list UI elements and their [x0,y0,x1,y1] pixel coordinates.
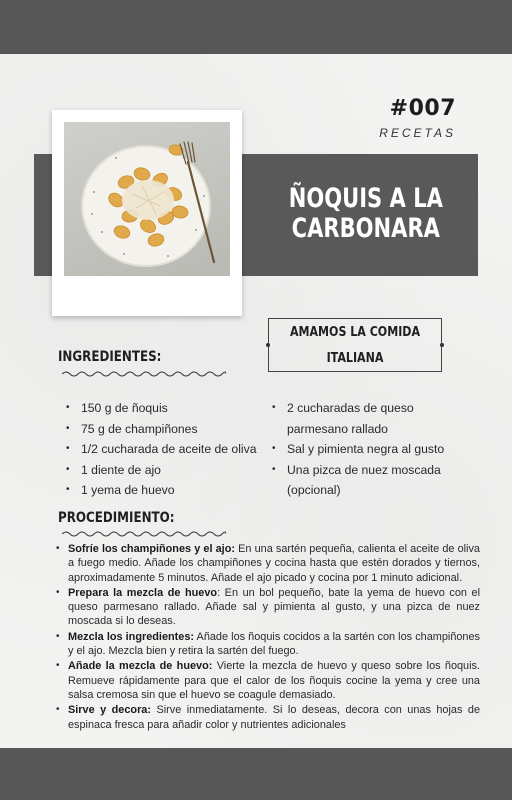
procedure-step [56,630,480,659]
dish-photo [64,122,230,276]
tagline-box [268,318,442,372]
step-text: : En un bol pequeño, bate la yema de huevo con el queso parmesano rallado. Añade sal y pimienta al gusto, y una pizca de nuez moscada si lo deseas. [68,586,481,628]
procedure-squiggle [62,530,226,538]
step-text: Vierte la mezcla de huevo y queso sobre los ñoquis. Remueve rápidamente para que el calor de los ñoquis cocine la yema y cree una salsa cremosa sin que el huevo se coagule demasiado. [68,660,481,701]
list-item: • 1/2 cucharada de aceite de oliva [66,439,266,460]
top-bar [0,0,512,54]
tagline-line-2: ITALIANA [326,351,384,366]
procedure-step [56,659,480,702]
procedure-step [56,542,480,585]
recipe-title-line-1: ÑOQUIS A LA [288,183,443,214]
recipe-title-line-2: CARBONARA [291,213,440,244]
list-item: • 1 diente de ajo [66,460,266,481]
list-item: • Una pizca de nuez moscada (opcional) [272,460,462,501]
gnocchi-plate-illustration [64,122,230,276]
step-text: Añade los ñoquis cocidos a la sartén con los champiñones y el ajo. Mezcla bien y retira la sartén del fuego. [68,630,480,658]
recipe-title [280,184,452,244]
photo-frame [52,110,242,316]
list-item: • 150 g de ñoquis [66,398,266,419]
step-title: Añade la mezcla de huevo: [68,660,213,673]
list-item: • 75 g de champiñones [66,419,266,440]
ingredients-list-col2 [272,398,462,501]
recipe-number: #007 [389,96,456,121]
step-title: Mezcla los ingredientes: [68,630,195,643]
step-text: En una sartén pequeña, calienta el aceite de oliva a fuego medio. Añade los champiñones y cocina hasta que estén dorados y tiernos, aproximadamente 5 minutos. Añade el ajo picado y cocina por 1 minuto adicional. [68,543,480,584]
step-title: Sofríe los champiñones y el ajo: [68,543,235,555]
list-item: • 2 cucharadas de queso parmesano rallado [272,398,462,439]
tagline-right-dot [440,343,444,347]
list-item: • Sal y pimienta negra al gusto [272,439,462,460]
recipe-category: RECETAS [379,126,456,140]
tagline-line-1: AMAMOS LA COMIDA [289,325,421,340]
ingredients-heading: INGREDIENTES: [58,349,162,365]
procedure-steps [56,542,480,733]
bottom-bar [0,748,512,800]
tagline-left-dot [266,343,270,347]
step-title: Sirve y decora: [68,704,151,717]
ingredients-squiggle [62,370,226,378]
step-title: Prepara la mezcla de huevo [68,586,218,599]
step-text: Sirve inmediatamente. Si lo deseas, decora con unas hojas de espinaca fresca para añadir color y nutrientes adicionales [68,704,481,731]
procedure-step [56,703,480,732]
procedure-heading: PROCEDIMIENTO: [58,510,175,526]
procedure-step [56,586,480,629]
list-item: • 1 yema de huevo [66,480,266,501]
ingredients-list-col1 [66,398,266,501]
